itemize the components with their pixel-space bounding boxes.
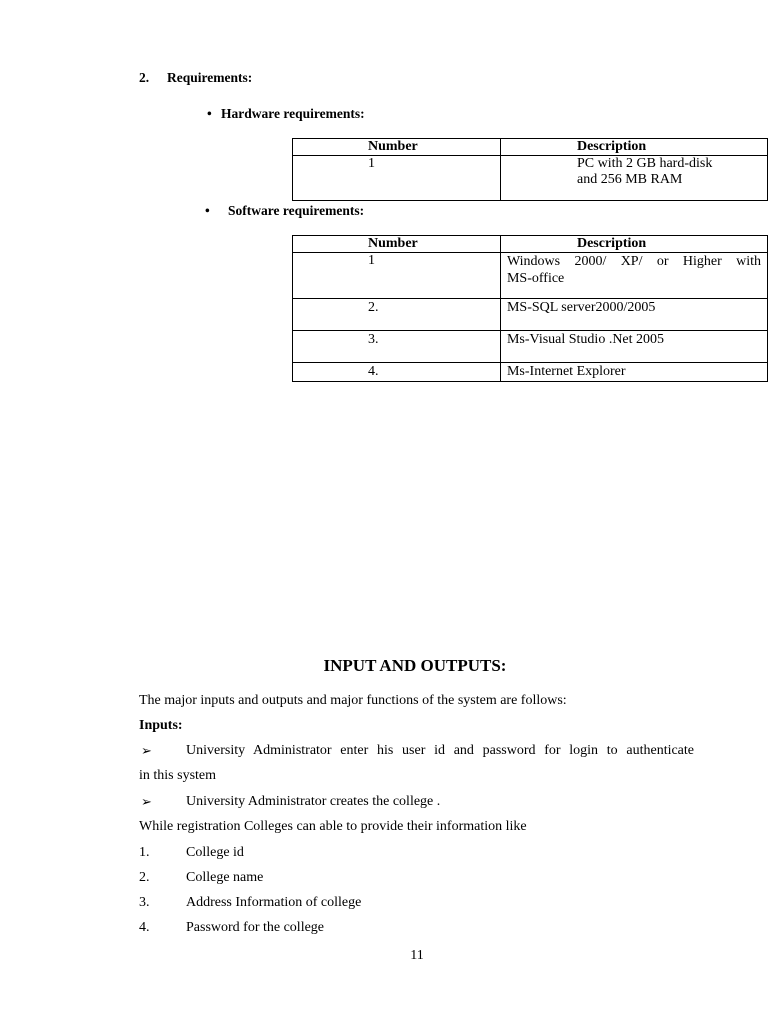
header-description: Description [500, 139, 767, 156]
page-number: 11 [410, 948, 424, 963]
arrow-bullet-icon: ➢ [141, 743, 152, 758]
table-row [293, 331, 768, 363]
list-item: Address Information of college [186, 895, 362, 910]
row-description-line: and 256 MB RAM [576, 172, 683, 187]
bullet-icon: • [207, 106, 212, 121]
row-description [500, 253, 767, 299]
software-table [292, 235, 768, 382]
list-item-number: 3. [139, 895, 150, 910]
table-row [293, 156, 768, 201]
row-description: MS-SQL server2000/2005 [500, 299, 767, 331]
table-row [293, 253, 768, 299]
table-header-row [293, 139, 768, 156]
list-item-number: 2. [139, 870, 150, 885]
table-header-row [293, 236, 768, 253]
list-item: Password for the college [186, 920, 325, 935]
registration-text: While registration Colleges can able to provide their information like [139, 819, 527, 834]
list-item: College name [186, 870, 264, 885]
row-number: 1 [293, 156, 501, 201]
row-number: 4. [293, 363, 501, 382]
section-number: 2. [139, 70, 150, 85]
row-description [500, 156, 767, 201]
io-title: INPUT AND OUTPUTS: [323, 656, 507, 675]
input-point-text: University Administrator enter his user id and password for login to authenticate [186, 743, 694, 758]
io-intro: The major inputs and outputs and major functions of the system are follows: [139, 693, 567, 708]
row-description-line: PC with 2 GB hard-disk [576, 156, 713, 171]
section-title: Requirements: [167, 70, 253, 85]
table-row [293, 299, 768, 331]
header-description: Description [500, 236, 767, 253]
table-row [293, 363, 768, 382]
header-number: Number [293, 236, 501, 253]
input-point-text-continued: in this system [139, 768, 217, 783]
software-heading: Software requirements: [228, 203, 365, 218]
header-number: Number [293, 139, 501, 156]
row-description-line: Windows 2000/ XP/ or Higher with [506, 254, 761, 269]
inputs-label: Inputs: [139, 718, 183, 733]
list-item-number: 4. [139, 920, 150, 935]
bullet-icon: • [205, 203, 210, 218]
row-description-line: MS-office [506, 271, 565, 286]
input-point-text: University Administrator creates the college . [186, 794, 441, 809]
hardware-table [292, 138, 768, 201]
list-item: College id [186, 845, 244, 860]
row-number: 2. [293, 299, 501, 331]
row-number: 3. [293, 331, 501, 363]
row-description: Ms-Internet Explorer [500, 363, 767, 382]
row-number: 1 [293, 253, 501, 299]
hardware-heading: Hardware requirements: [221, 106, 365, 121]
arrow-bullet-icon: ➢ [141, 794, 152, 809]
row-description: Ms-Visual Studio .Net 2005 [500, 331, 767, 363]
list-item-number: 1. [139, 845, 150, 860]
